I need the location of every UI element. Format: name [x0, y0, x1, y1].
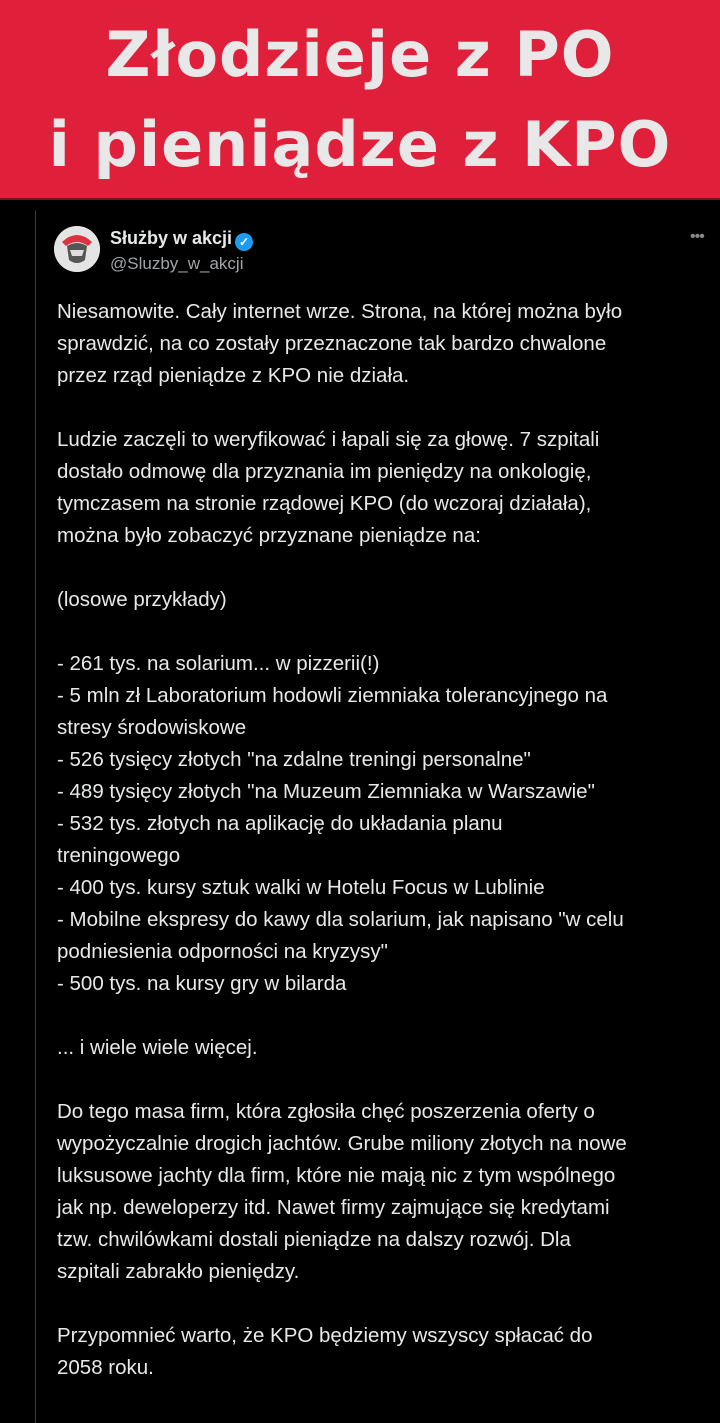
tweet-text-line: - 532 tys. złotych na aplikację do układania planu [57, 812, 503, 835]
tweet-paragraph [57, 584, 717, 616]
tweet-text-line: treningowego [57, 844, 181, 867]
tweet-text-line: tzw. chwilówkami dostali pieniądze na dalszy rozwój. Dla [57, 1228, 571, 1251]
tweet-text-line: Przypomnieć warto, że KPO będziemy wszyscy spłacać do [57, 1324, 593, 1347]
tweet-text-line: - 500 tys. na kursy gry w bilarda [57, 972, 347, 995]
tweet-text-line: 2058 roku. [57, 1356, 154, 1379]
tweet-text-line: - 5 mln zł Laboratorium hodowli ziemniaka tolerancyjnego na [57, 684, 608, 707]
tweet-text-line: dostało odmowę dla przyznania im pieniędzy na onkologię, [57, 460, 592, 483]
tweet-text-line: podniesienia odporności na kryzysy" [57, 940, 388, 963]
tweet-paragraph [57, 296, 717, 392]
author-name[interactable] [110, 228, 253, 251]
tweet-text-line: wypożyczalnie drogich jachtów. Grube miliony złotych na nowe [57, 1132, 627, 1155]
title-banner [0, 0, 720, 200]
tweet-paragraph [57, 1096, 717, 1288]
tweet-text-line: - 526 tysięcy złotych "na zdalne treningi personalne" [57, 748, 531, 771]
tweet-paragraph [57, 1032, 717, 1064]
tweet-text-line: stresy środowiskowe [57, 716, 247, 739]
tweet-text [57, 296, 717, 1416]
tweet-text-line: Do tego masa firm, która zgłosiła chęć poszerzenia oferty o [57, 1100, 595, 1123]
banner-title-line-2: i pieniądze z KPO [48, 108, 672, 181]
author-name-text: Służby w akcji [110, 228, 233, 248]
tweet-text-line: Ludzie zaczęli to weryfikować i łapali się za głowę. 7 szpitali [57, 428, 600, 451]
avatar[interactable] [54, 226, 100, 272]
tweet-text-line: - 400 tys. kursy sztuk walki w Hotelu Focus w Lublinie [57, 876, 545, 899]
tweet-paragraph [57, 648, 717, 1000]
tweet-text-line: jak np. deweloperzy itd. Nawet firmy zajmujące się kredytami [57, 1196, 610, 1219]
tweet-text-line: - 489 tysięcy złotych "na Muzeum Ziemniaka w Warszawie" [57, 780, 595, 803]
tweet-text-line: (losowe przykłady) [57, 588, 227, 611]
tweet-text-line: można było zobaczyć przyznane pieniądze na: [57, 524, 481, 547]
banner-title-line-1: Złodzieje z PO [105, 18, 615, 91]
tweet-paragraph [57, 424, 717, 552]
verified-badge-icon: ✓ [235, 233, 253, 251]
thread-line [35, 210, 36, 1423]
tweet-paragraph [57, 1320, 717, 1384]
tweet-text-line: Niesamowite. Cały internet wrze. Strona, na której można było [57, 300, 623, 323]
tweet-text-line: luksusowe jachty dla firm, które nie mają nic z tym wspólnego [57, 1164, 616, 1187]
tweet-text-line: - Mobilne ekspresy do kawy dla solarium, jak napisano "w celu [57, 908, 624, 931]
tweet-text-line: szpitali zabrakło pieniędzy. [57, 1260, 300, 1283]
author-handle[interactable]: @Sluzby_w_akcji [110, 254, 244, 273]
police-mascot-icon [54, 226, 100, 272]
tweet-text-line: sprawdzić, na co zostały przeznaczone tak bardzo chwalone [57, 332, 607, 355]
more-options-icon[interactable]: ••• [690, 228, 704, 245]
tweet-text-line: tymczasem na stronie rządowej KPO (do wczoraj działała), [57, 492, 592, 515]
tweet-text-line: - 261 tys. na solarium... w pizzerii(!) [57, 652, 380, 675]
tweet-text-line: przez rząd pieniądze z KPO nie działa. [57, 364, 410, 387]
tweet-text-line: ... i wiele wiele więcej. [57, 1036, 258, 1059]
